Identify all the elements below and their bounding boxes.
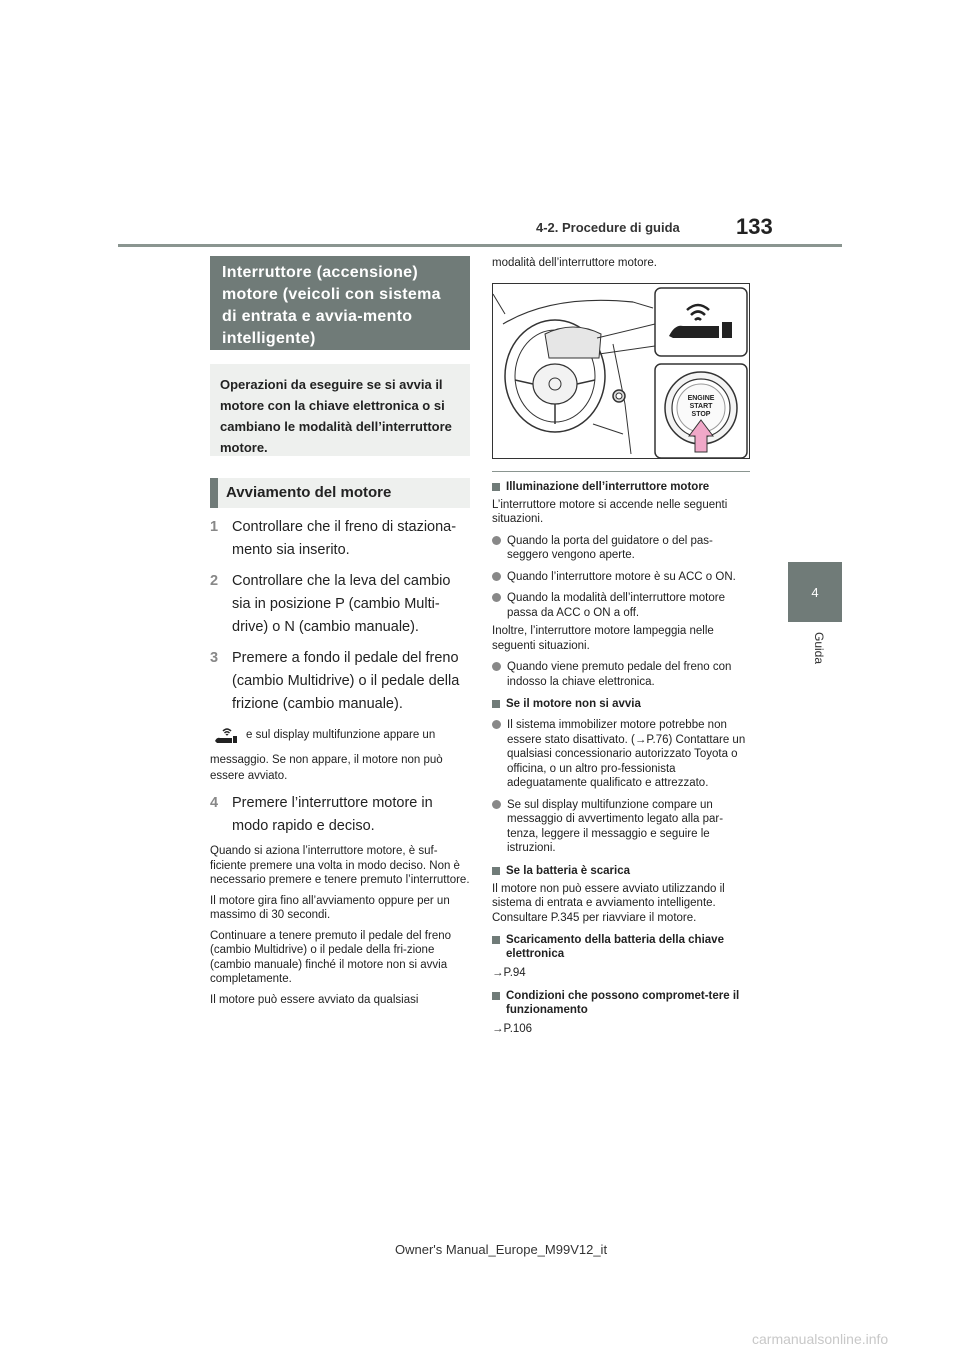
bullet-dot-icon [492,720,501,729]
page-number: 133 [736,214,773,239]
square-bullet-icon [492,867,500,875]
square-bullet-icon [492,483,500,491]
step-text: Controllare che il freno di staziona-mento sia inserito. [232,519,457,558]
step-text: Controllare che la leva del cambio sia in posizione P (cambio Multi-drive) o N (cambio manuale). [232,573,451,635]
paragraph: Il motore non può essere avviato utilizzando il sistema di entrata e avviamento intelligente. Consultare P.345 per riavviare il motore. [492,882,725,924]
watermark[interactable]: carmanualsonline.info [752,1331,889,1347]
paragraph: Il motore può essere avviato da qualsiasi [210,993,419,1006]
list-item [492,718,750,791]
key-indicator-note [210,726,470,744]
step-number: 4 [210,795,219,811]
footer-manual-id: Owner's Manual_Europe_M99V12_it [395,1242,608,1257]
paragraph: Inoltre, l’interruttore motore lampeggia nelle seguenti situazioni. [492,625,714,652]
paragraph: Il motore gira fino all’avviamento oppure per un massimo di 30 secondi. [210,894,450,921]
step-number: 3 [210,650,219,666]
smart-key-indicator-icon [214,726,238,744]
list-item-text: Quando la porta del guidatore o del pas-seggero vengono aperte. [507,534,713,561]
bullet-dot-icon [492,593,501,602]
step-text: Premere l’interruttore motore in modo rapido e deciso. [232,795,433,834]
step-text: Premere a fondo il pedale del freno (cambio Multidrive) o il pedale della frizione (cambio manuale). [232,650,460,712]
list-item-text: Quando l’interruttore motore è su ACC o ON. [507,570,736,583]
step-2 [210,570,470,639]
heading-text: Condizioni che possono compromet-tere il funzionamento [506,989,740,1016]
heading-text: Illuminazione dell’interruttore motore [506,480,710,493]
dashboard-illustration [493,284,750,459]
heading-text: Se il motore non si avvia [506,698,641,710]
engine-button-label-2: START [689,402,713,410]
square-bullet-icon [492,936,500,944]
chapter-tab[interactable] [788,562,842,622]
bullet-dot-icon [492,800,501,809]
intro-box: Operazioni da eseguire se si avvia il motore con la chiave elettronica o si cambiano le modalità dell’interruttore motore. [210,364,470,456]
list-item-text: Se sul display multifunzione compare un messaggio di avvertimento legato alla par-tenza, leggere il messaggio e seguire le istruzioni. [507,798,724,854]
engine-button-label-3: STOP [691,410,711,418]
bullet-dot-icon [492,536,501,545]
list-item [492,570,750,585]
list-item-text: Il sistema immobilizer motore potrebbe non essere stato disattivato. (→P.76) Contattare un qualsiasi concessionario autorizzato Toyota o officina, o un altro pro-fessionista adeguatamente qualificato e attrezzato. [507,719,746,789]
step-number: 2 [210,573,219,589]
figure-divider [492,471,750,472]
step-number: 1 [210,519,219,535]
left-column [210,256,470,1007]
subheading-engine-start: Avviamento del motore [210,478,470,508]
paragraph: Quando si aziona l’interruttore motore, è suf-ficiente premere una volta in modo deciso. Non è necessario premere e tenere premuto l’interruttore. [210,845,470,886]
header-divider [118,244,842,247]
list-item [492,660,750,689]
engine-button-label-1: ENGINE [687,394,715,402]
bullet-dot-icon [492,572,501,581]
heading-key-battery-depletion [492,933,750,961]
note-text: e sul display multifunzione appare un [246,729,436,741]
step-4 [210,792,470,838]
chapter-number: 4 [811,584,819,600]
square-bullet-icon [492,992,500,1000]
list-item-text: Quando la modalità dell’interruttore motore passa da ACC o ON a off. [507,592,725,619]
list-item [492,591,750,620]
heading-battery-discharged [492,864,750,878]
heading-operation-conditions [492,989,750,1017]
note-continued: messaggio. Se non appare, il motore non può essere avviato. [210,754,443,782]
engine-switch-figure [492,283,750,459]
list-item-text: Quando viene premuto pedale del freno con indosso la chiave elettronica. [507,661,732,688]
step-1 [210,516,470,562]
heading-text: Se la batteria è scarica [506,864,631,877]
bullet-dot-icon [492,662,501,671]
heading-engine-not-starting [492,697,750,711]
section-title: Interruttore (accensione) motore (veicoli con sistema di entrata e avvia-mento intelligente) [210,256,470,350]
heading-illumination [492,480,750,494]
page-reference-link[interactable]: →P.94 [492,967,526,979]
header-section-title: 4-2. Procedure di guida [536,220,680,235]
square-bullet-icon [492,700,500,708]
heading-text: Scaricamento della batteria della chiave elettronica [506,934,724,960]
step-3 [210,647,470,716]
list-item [492,534,750,563]
paragraph: Continuare a tenere premuto il pedale del freno (cambio Multidrive) o il pedale della fri-zione (cambio manuale) finché il motore non si avvia completamente. [210,929,452,985]
list-item [492,798,750,856]
right-column [492,256,750,1036]
paragraph: L’interruttore motore si accende nelle seguenti situazioni. [492,498,728,525]
page-reference-link[interactable]: →P.106 [492,1022,533,1035]
paragraph-continued: modalità dell’interruttore motore. [492,257,657,269]
chapter-label: Guida [812,632,826,665]
